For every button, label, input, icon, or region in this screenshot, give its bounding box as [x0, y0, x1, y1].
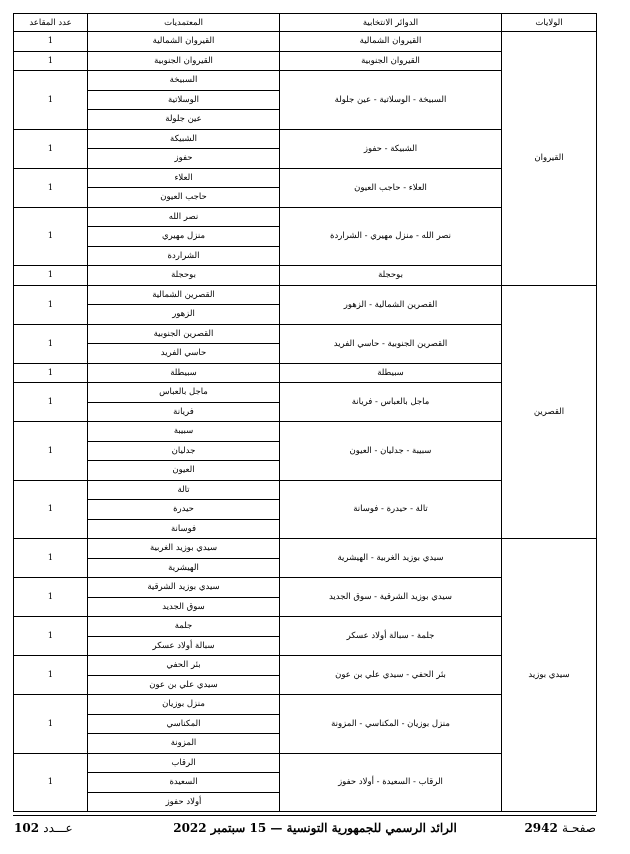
state-cell: القصرين: [502, 285, 597, 539]
delegation-cell: العلاء: [88, 168, 280, 188]
delegation-cell: سوق الجديد: [88, 597, 280, 617]
delegation-cell: سبيبة: [88, 422, 280, 442]
delegation-cell: عين جلولة: [88, 110, 280, 130]
delegation-cell: حفوز: [88, 149, 280, 169]
seats-cell: 1: [14, 207, 88, 266]
footer-divider: [13, 815, 596, 816]
district-cell: بئر الحفي - سيدي علي بن عون: [280, 656, 502, 695]
district-cell: الشبيكة - حفوز: [280, 129, 502, 168]
seats-cell: 1: [14, 71, 88, 130]
district-cell: القصرين الشمالية - الزهور: [280, 285, 502, 324]
district-cell: جلمة - سبالة أولاد عسكر: [280, 617, 502, 656]
header-districts: الدوائر الانتخابية: [280, 14, 502, 32]
header-states: الولايات: [502, 14, 597, 32]
district-cell: القيروان الجنوبية: [280, 51, 502, 71]
table-header-row: [14, 14, 597, 32]
district-cell: ماجل بالعباس - فريانة: [280, 383, 502, 422]
seats-cell: 1: [14, 480, 88, 539]
delegation-cell: فريانة: [88, 402, 280, 422]
seats-cell: 1: [14, 656, 88, 695]
table-row: [14, 32, 597, 52]
seats-cell: 1: [14, 129, 88, 168]
header-delegations: المعتمديات: [88, 14, 280, 32]
delegation-cell: العيون: [88, 461, 280, 481]
delegation-cell: القيروان الجنوبية: [88, 51, 280, 71]
delegation-cell: الوسلاتية: [88, 90, 280, 110]
delegation-cell: أولاد حفوز: [88, 792, 280, 812]
table-row: [14, 539, 597, 559]
delegation-cell: حاجب العيون: [88, 188, 280, 208]
district-cell: سيدي بوزيد الغربية - الهيشرية: [280, 539, 502, 578]
state-cell: القيروان: [502, 32, 597, 286]
delegation-cell: جدليان: [88, 441, 280, 461]
state-cell: سيدي بوزيد: [502, 539, 597, 812]
delegation-cell: الهيشرية: [88, 558, 280, 578]
issue-label: عـــدد: [43, 821, 73, 835]
district-cell: السبيخة - الوسلاتية - عين جلولة: [280, 71, 502, 130]
delegation-cell: حاسي الفريد: [88, 344, 280, 364]
header-seats: عدد المقاعد: [14, 14, 88, 32]
delegation-cell: سيدي علي بن عون: [88, 675, 280, 695]
delegation-cell: منزل مهيري: [88, 227, 280, 247]
delegation-cell: القصرين الشمالية: [88, 285, 280, 305]
district-cell: الرقاب - السعيدة - أولاد حفوز: [280, 753, 502, 812]
seats-cell: 1: [14, 363, 88, 383]
delegation-cell: حيدرة: [88, 500, 280, 520]
delegation-cell: بئر الحفي: [88, 656, 280, 676]
table-body: [14, 32, 597, 812]
district-cell: سبيطلة: [280, 363, 502, 383]
district-cell: نصر الله - منزل مهيري - الشراردة: [280, 207, 502, 266]
seats-cell: 1: [14, 32, 88, 52]
seats-cell: 1: [14, 168, 88, 207]
delegation-cell: بوحجلة: [88, 266, 280, 286]
delegation-cell: فوسانة: [88, 519, 280, 539]
delegation-cell: نصر الله: [88, 207, 280, 227]
seats-cell: 1: [14, 539, 88, 578]
issue-number: 102: [14, 821, 40, 835]
delegation-cell: القصرين الجنوبية: [88, 324, 280, 344]
delegation-cell: سبيطلة: [88, 363, 280, 383]
footer-issue: [14, 821, 73, 835]
table-row: [14, 285, 597, 305]
seats-cell: 1: [14, 266, 88, 286]
seats-cell: 1: [14, 753, 88, 812]
district-cell: سبيبة - جدليان - العيون: [280, 422, 502, 481]
seats-cell: 1: [14, 578, 88, 617]
page-label: صفحـة: [562, 821, 596, 835]
seats-cell: 1: [14, 51, 88, 71]
delegation-cell: جلمة: [88, 617, 280, 637]
seats-cell: 1: [14, 617, 88, 656]
delegation-cell: السبيخة: [88, 71, 280, 91]
footer-page: [524, 821, 596, 835]
district-cell: سيدي بوزيد الشرقية - سوق الجديد: [280, 578, 502, 617]
delegation-cell: السعيدة: [88, 773, 280, 793]
electoral-districts-table: [13, 13, 597, 812]
seats-cell: 1: [14, 422, 88, 481]
district-cell: بوحجلة: [280, 266, 502, 286]
delegation-cell: الشراردة: [88, 246, 280, 266]
delegation-cell: سبالة أولاد عسكر: [88, 636, 280, 656]
journal-title: الرائد الرسمي للجمهورية التونسية — 15 سبتمبر 2022: [173, 821, 457, 835]
delegation-cell: الرقاب: [88, 753, 280, 773]
delegation-cell: ماجل بالعباس: [88, 383, 280, 403]
district-cell: العلاء - حاجب العيون: [280, 168, 502, 207]
seats-cell: 1: [14, 324, 88, 363]
delegation-cell: سيدي بوزيد الشرقية: [88, 578, 280, 598]
delegation-cell: المكناسي: [88, 714, 280, 734]
district-cell: منزل بوزيان - المكناسي - المزونة: [280, 695, 502, 754]
district-cell: تالة - حيدرة - فوسانة: [280, 480, 502, 539]
delegation-cell: الشبيكة: [88, 129, 280, 149]
seats-cell: 1: [14, 695, 88, 754]
district-cell: القصرين الجنوبية - حاسي الفريد: [280, 324, 502, 363]
seats-cell: 1: [14, 285, 88, 324]
seats-cell: 1: [14, 383, 88, 422]
delegation-cell: منزل بوزيان: [88, 695, 280, 715]
delegation-cell: سيدي بوزيد الغربية: [88, 539, 280, 559]
district-cell: القيروان الشمالية: [280, 32, 502, 52]
delegation-cell: المزونة: [88, 734, 280, 754]
delegation-cell: تالة: [88, 480, 280, 500]
delegation-cell: الزهور: [88, 305, 280, 325]
page-number: 2942: [524, 821, 558, 835]
delegation-cell: القيروان الشمالية: [88, 32, 280, 52]
